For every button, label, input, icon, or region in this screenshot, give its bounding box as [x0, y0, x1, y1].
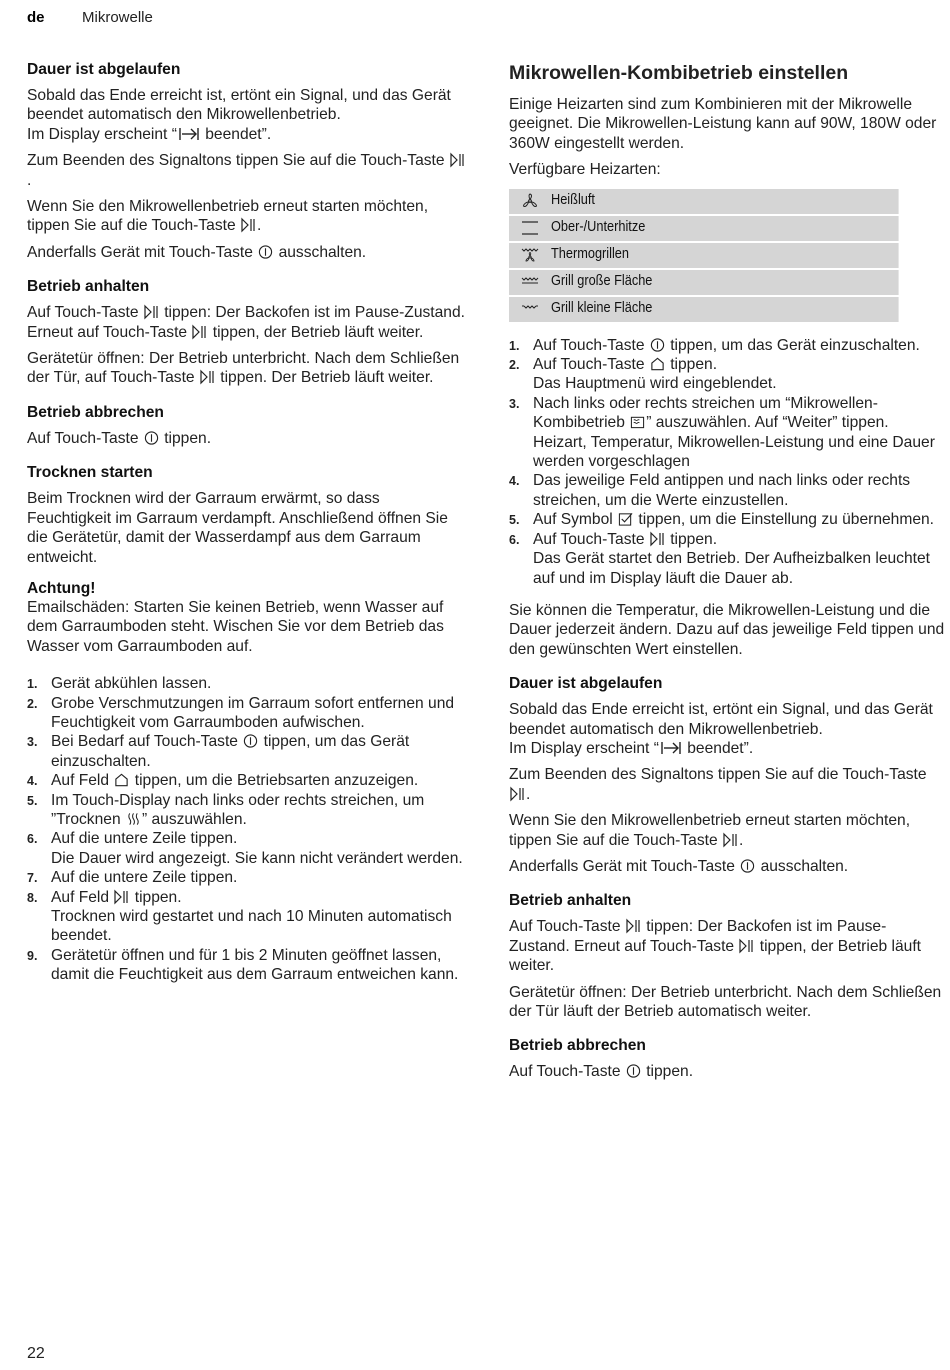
heading-dauer-abgelaufen: Dauer ist abgelaufen — [27, 61, 181, 78]
power-icon — [626, 1063, 641, 1079]
power-icon — [650, 337, 665, 353]
paragraph: Auf Touch-Taste tippen: Der Backofen ist im Pause-Zustand. Erneut auf Touch-Taste tippen, der Betrieb läuft weiter. — [27, 304, 465, 341]
warning-heading: Achtung! — [27, 579, 96, 597]
trocknen-steps — [27, 674, 467, 985]
thermogrill-icon — [509, 243, 551, 268]
paragraph: Wenn Sie den Mikrowellenbetrieb erneut starten möchten, tippen Sie auf die Touch-Taste . — [27, 198, 429, 235]
paragraph: Wenn Sie den Mikrowellenbetrieb erneut starten möchten, tippen Sie auf die Touch-Taste . — [509, 812, 911, 849]
left-column — [27, 60, 467, 985]
paragraph: Gerätetür öffnen: Der Betrieb unterbricht. Nach dem Schließen der Tür läuft der Betrieb automatisch weiter. — [509, 983, 942, 1020]
paragraph: Zum Beenden des Signaltons tippen Sie auf die Touch-Taste . — [509, 766, 927, 803]
table-row — [509, 216, 946, 241]
top-bottom-heat-icon — [509, 216, 551, 241]
start-pause-icon — [723, 832, 738, 848]
list-item: 1. Auf Touch-Taste tippen, um das Gerät einzuschalten. — [509, 336, 920, 354]
list-item: 7. Auf die untere Zeile tippen. — [27, 869, 238, 887]
list-item: 4. Das jeweilige Feld antippen und nach links oder rechts streichen, um die Werte einzustellen. — [509, 472, 911, 509]
start-pause-icon — [241, 217, 256, 233]
paragraph: Zum Beenden des Signaltons tippen Sie auf die Touch-Taste . — [27, 151, 467, 190]
power-icon — [740, 858, 755, 874]
power-icon — [144, 430, 159, 446]
paragraph: Sobald das Ende erreicht ist, ertönt ein Signal, und das Gerät beendet automatisch den Mikrowellenbetrieb. Im Display erscheint “ beendet”. — [27, 87, 451, 143]
start-pause-icon — [144, 304, 159, 320]
heating-mode-label: Grill kleine Fläche — [551, 297, 899, 322]
heading-betrieb-anhalten: Betrieb anhalten — [509, 892, 632, 910]
paragraph: Einige Heizarten sind zum Kombinieren mit der Mikrowelle geeignet. Die Mikrowellen-Leistung kann auf 90W, 180W oder 360W eingestellt werden. — [509, 96, 937, 152]
section-title: Mikrowelle — [82, 9, 153, 26]
warning-text: Emailschäden: Starten Sie keinen Betrieb, wenn Wasser auf dem Garraumboden steht. Wischen Sie vor dem Betrieb das Wasser vom Garraumboden auf. — [27, 598, 444, 655]
heating-mode-label: Thermogrillen — [551, 243, 899, 268]
list-item: 2. Grobe Verschmutzungen im Garraum sofort entfernen und Feuchtigkeit vom Garraumboden aufwischen. — [27, 694, 455, 731]
heating-mode-label: Heißluft — [551, 189, 899, 214]
list-item: 3. Bei Bedarf auf Touch-Taste tippen, um das Gerät einzuschalten. — [27, 733, 410, 770]
start-pause-icon — [114, 889, 129, 905]
heating-mode-label: Grill große Fläche — [551, 270, 899, 295]
list-item: 5. Auf Symbol tippen, um die Einstellung zu übernehmen. — [509, 511, 935, 529]
list-item: 8. Auf Feld tippen. Trocknen wird gestartet und nach 10 Minuten automatisch beendet. — [27, 888, 452, 945]
paragraph: Verfügbare Heizarten: — [509, 161, 661, 179]
list-item: 4. Auf Feld tippen, um die Betriebsarten anzuzeigen. — [27, 772, 419, 790]
kombibetrieb-steps — [509, 336, 945, 588]
page-number: 22 — [27, 1345, 45, 1362]
start-pause-icon — [192, 324, 207, 340]
grill-small-icon — [509, 297, 551, 322]
paragraph: Anderfalls Gerät mit Touch-Taste ausschalten. — [509, 857, 849, 875]
list-item: 6. Auf Touch-Taste tippen. Das Gerät startet den Betrieb. Der Aufheizbalken leuchtet auf und im Display läuft die Dauer ab. — [509, 530, 930, 587]
table-row — [509, 243, 946, 268]
drying-icon — [126, 811, 141, 827]
start-pause-icon — [450, 152, 465, 168]
paragraph: Auf Touch-Taste tippen. — [27, 429, 212, 447]
start-pause-icon — [626, 918, 641, 934]
power-icon — [258, 244, 273, 260]
home-icon — [650, 356, 665, 372]
list-item: 2. Auf Touch-Taste tippen. Das Hauptmenü wird eingeblendet. — [509, 356, 777, 393]
paragraph: Beim Trocknen wird der Garraum erwärmt, so dass Feuchtigkeit im Garraum verdampft. Anschließend öffnen Sie die Gerätetür, damit der Wasserdampf aus dem Garraum entweicht. — [27, 490, 448, 566]
heading-betrieb-anhalten: Betrieb anhalten — [27, 278, 150, 296]
checkbox-confirm-icon — [618, 511, 633, 527]
paragraph: Gerätetür öffnen: Der Betrieb unterbricht. Nach dem Schließen der Tür, auf Touch-Taste tippen. Der Betrieb läuft weiter. — [27, 350, 460, 387]
page-header — [27, 9, 153, 26]
list-item: 6. Auf die untere Zeile tippen. Die Dauer wird angezeigt. Sie kann nicht verändert werden. — [27, 830, 463, 867]
table-row — [509, 297, 946, 322]
paragraph: Sie können die Temperatur, die Mikrowellen-Leistung und die Dauer jederzeit ändern. Dazu auf das jeweilige Feld tippen und den gewünschten Wert einstellen. — [509, 601, 945, 658]
list-item: 5. Im Touch-Display nach links oder rechts streichen, um ”Trocknen ” auszuwählen. — [27, 791, 425, 828]
microwave-combi-icon — [630, 414, 645, 430]
heating-modes-table — [509, 187, 946, 324]
heading-trocknen-starten: Trocknen starten — [27, 464, 153, 482]
start-pause-icon — [650, 531, 665, 547]
start-pause-icon — [510, 786, 525, 802]
grill-large-icon — [509, 270, 551, 295]
paragraph: Auf Touch-Taste tippen: Der Backofen ist im Pause-Zustand. Erneut auf Touch-Taste tippen, der Betrieb läuft weiter. — [509, 918, 921, 975]
list-item: 9. Gerätetür öffnen und für 1 bis 2 Minuten geöffnet lassen, damit die Feuchtigkeit aus dem Garraum entweichen kann. — [27, 946, 459, 984]
right-column — [509, 60, 945, 1089]
heading-dauer-abgelaufen: Dauer ist abgelaufen — [509, 675, 663, 693]
heading-betrieb-abbrechen: Betrieb abbrechen — [27, 403, 164, 421]
table-row — [509, 270, 946, 295]
language-tag: de — [27, 9, 45, 26]
power-icon — [243, 733, 258, 749]
start-pause-icon — [739, 938, 754, 954]
heading-betrieb-abbrechen: Betrieb abbrechen — [509, 1037, 646, 1055]
end-arrow-icon — [178, 126, 200, 142]
paragraph: Auf Touch-Taste tippen. — [509, 1063, 694, 1081]
end-arrow-icon — [660, 740, 682, 756]
list-item: 1. Gerät abkühlen lassen. — [27, 675, 212, 693]
start-pause-icon — [200, 369, 215, 385]
home-icon — [114, 772, 129, 788]
list-item: 3. Nach links oder rechts streichen um “Mikrowellen-Kombibetrieb ” auszuwählen. Auf “Weiter” tippen. Heizart, Temperatur, Mikrowellen-Leistung und eine Dauer werden vorgeschlagen — [509, 394, 935, 471]
page-title: Mikrowellen-Kombibetrieb einstellen — [509, 62, 849, 84]
paragraph: Sobald das Ende erreicht ist, ertönt ein Signal, und das Gerät beendet automatisch den Mikrowellenbetrieb. Im Display erscheint “ beendet”. — [509, 701, 933, 757]
fan-icon — [509, 189, 551, 214]
heating-mode-label: Ober-/Unterhitze — [551, 216, 899, 241]
table-row — [509, 189, 946, 214]
paragraph: Anderfalls Gerät mit Touch-Taste ausschalten. — [27, 243, 367, 261]
